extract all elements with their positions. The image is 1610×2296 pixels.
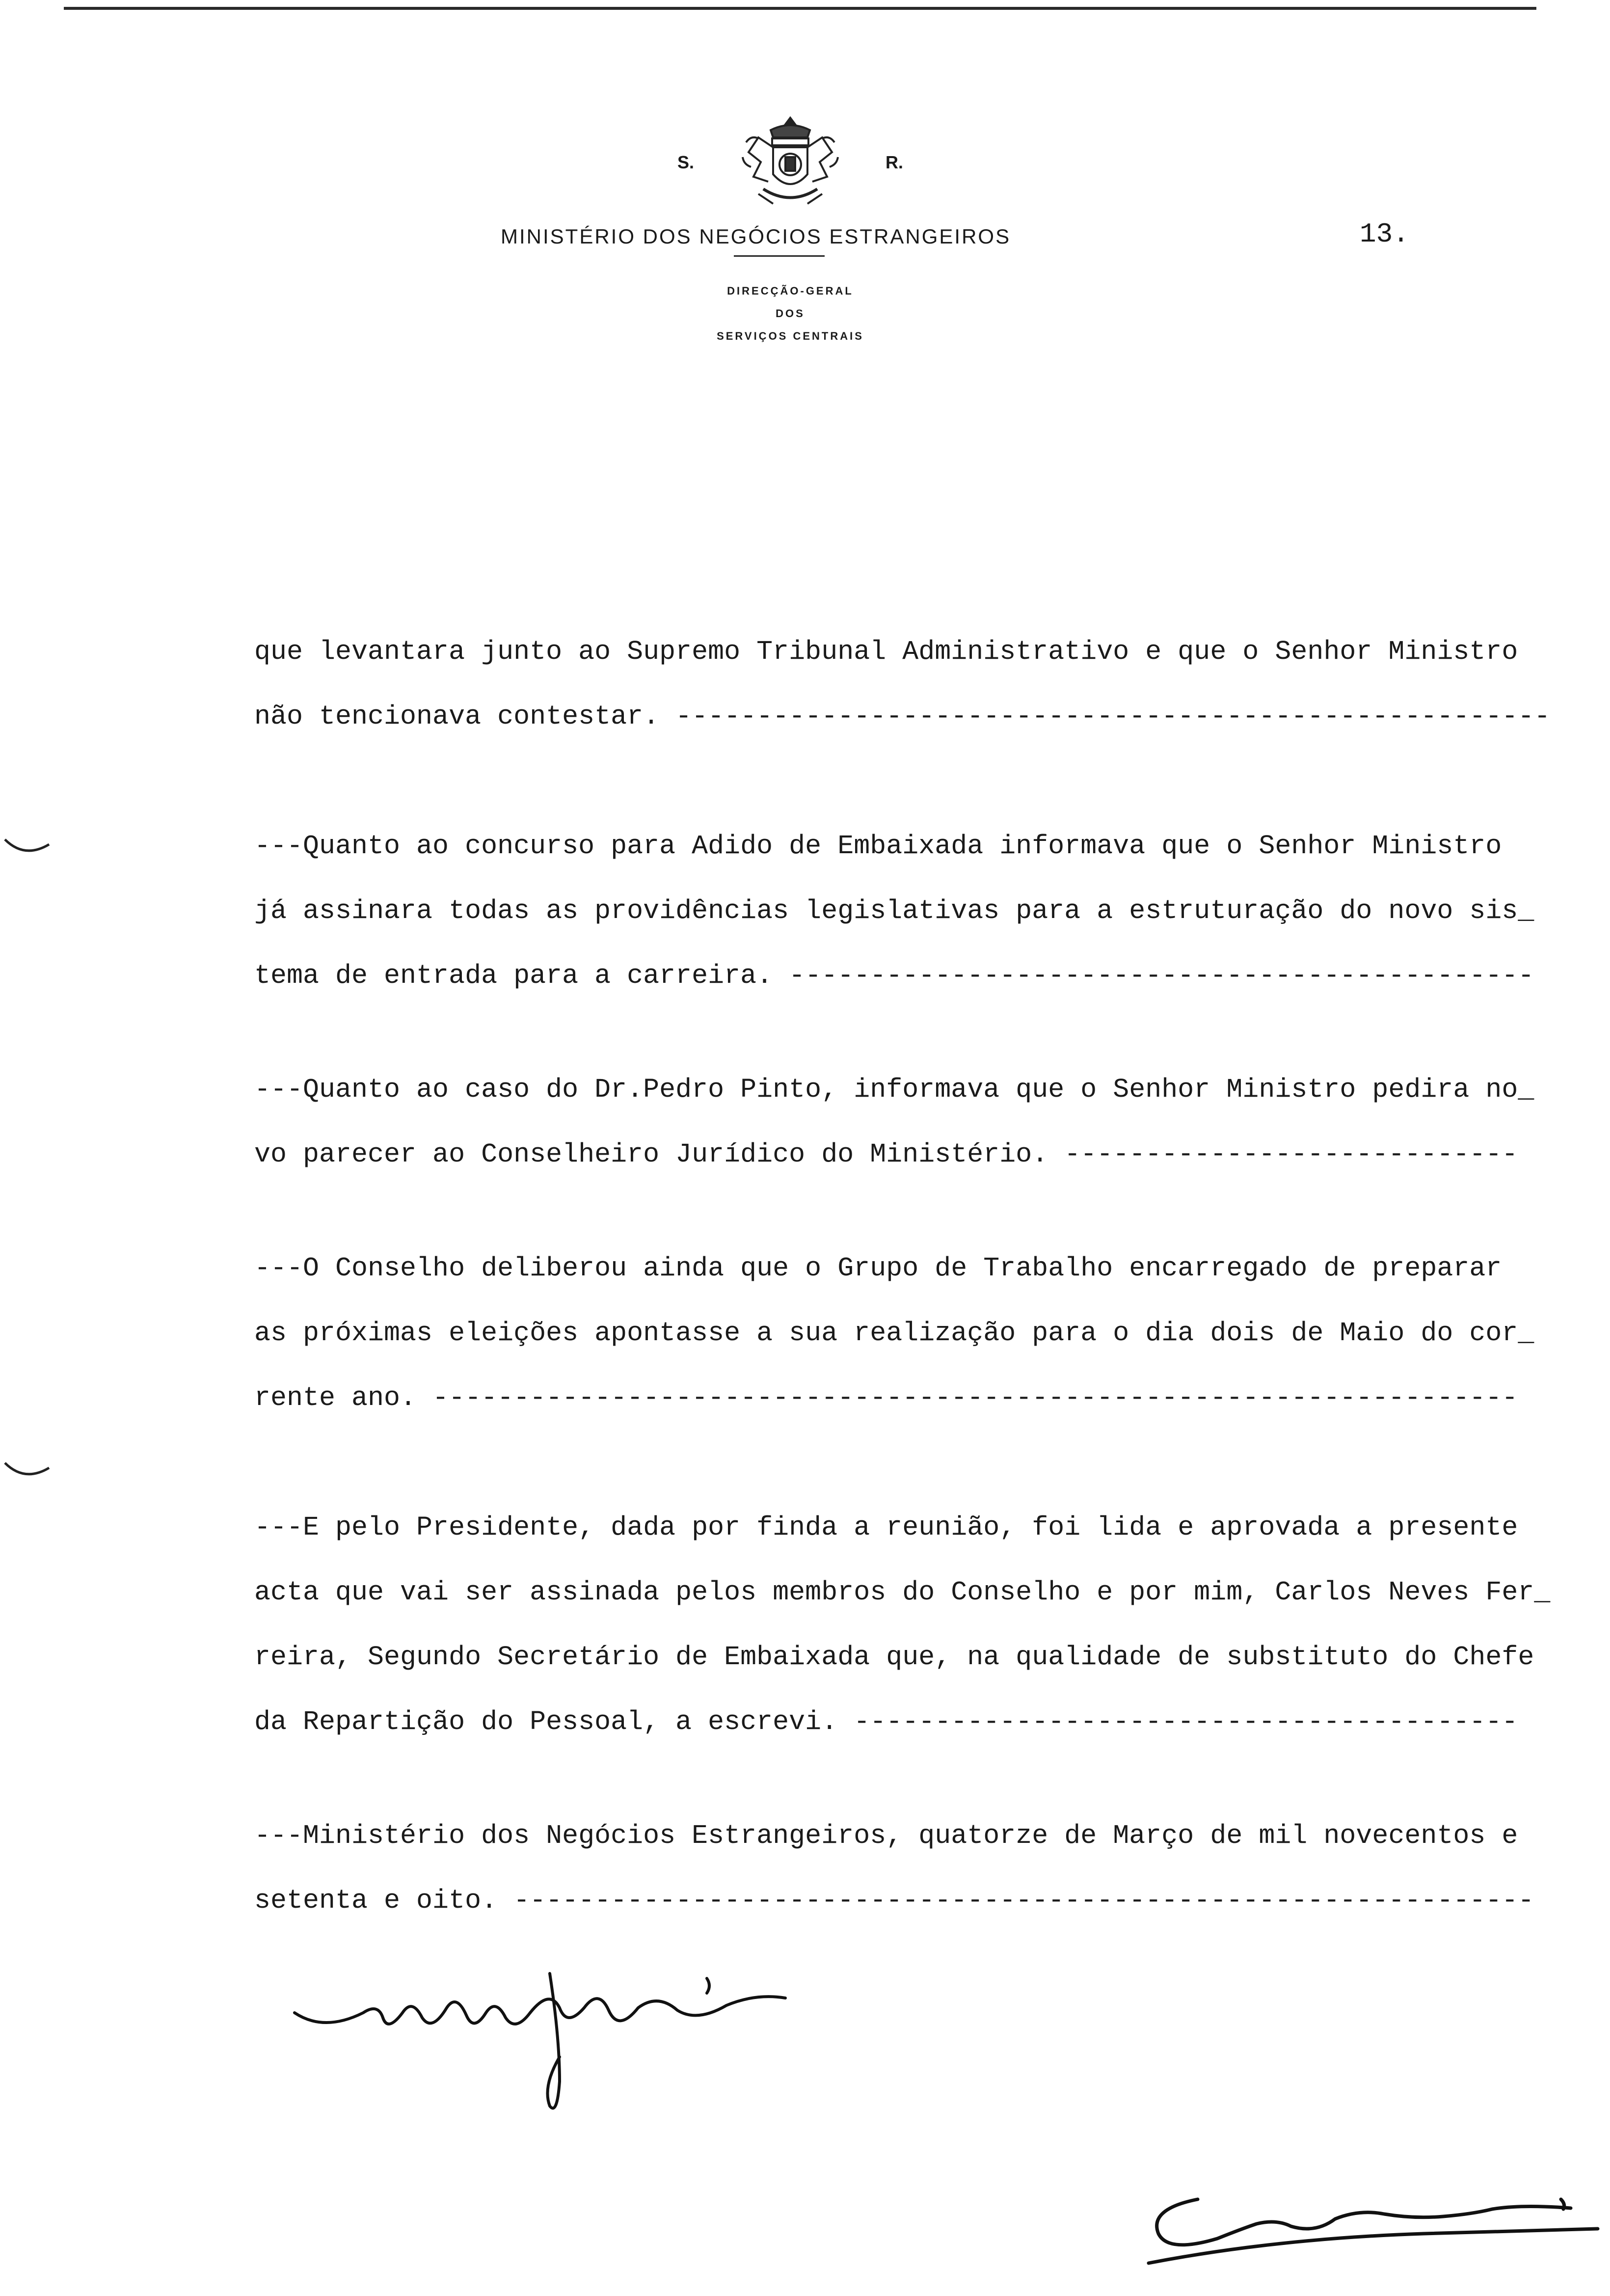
paragraph-2-line-2: já assinara todas as providências legislativas para a estruturação do novo sis_: [254, 895, 1534, 926]
paragraph-6-line-2: setenta e oito. ---------------------------------------------------------------: [254, 1885, 1534, 1916]
paragraph-4-line-3: rente ano. -------------------------------------------------------------------: [254, 1382, 1518, 1413]
subdept-line-2: DOS: [776, 307, 805, 320]
ministry-title: MINISTÉRIO DOS NEGÓCIOS ESTRANGEIROS: [501, 225, 1011, 248]
paragraph-gap: [254, 1008, 1570, 1057]
fold-mark-top: [0, 835, 54, 859]
handwritten-signature: [285, 1959, 834, 2126]
top-rule: [64, 7, 1536, 10]
paragraph-gap: [254, 1755, 1570, 1804]
paragraph-gap: [254, 1431, 1570, 1495]
paragraph-5-line-2: acta que vai ser assinada pelos membros do Conselho e por mim, Carlos Neves Fer_: [254, 1577, 1551, 1608]
subdept-line-1: DIRECÇÃO-GERAL: [727, 285, 854, 297]
paragraph-6-line-1: ---Ministério dos Negócios Estrangeiros, quatorze de Março de mil novecentos e: [254, 1820, 1518, 1851]
paragraph-4-line-1: ---O Conselho deliberou ainda que o Grupo de Trabalho encarregado de preparar: [254, 1253, 1502, 1284]
minutes-body: [254, 620, 1570, 1933]
crest-left-letter: S.: [677, 152, 695, 172]
paragraph-gap: [254, 1187, 1570, 1236]
paragraph-1-line-2: não tencionava contestar. ------------------------------------------------------: [254, 701, 1551, 732]
sub-department: [653, 280, 928, 348]
paragraph-4-line-2: as próximas eleições apontasse a sua realização para o dia dois de Maio do cor_: [254, 1318, 1534, 1349]
paragraph-2-line-1: ---Quanto ao concurso para Adido de Embaixada informava que o Senhor Ministro: [254, 831, 1502, 862]
paragraph-5-line-4: da Repartição do Pessoal, a escrevi. -----------------------------------------: [254, 1706, 1518, 1737]
crest-row: [677, 108, 903, 221]
paragraph-5-line-1: ---E pelo Presidente, dada por finda a reunião, foi lida e aprovada a presente: [254, 1512, 1518, 1543]
handwritten-initials: [1129, 2180, 1600, 2294]
paragraph-gap: [254, 749, 1570, 814]
page-number: 13.: [1360, 218, 1409, 250]
ministry-underline: [734, 255, 825, 257]
paragraph-3-line-1: ---Quanto ao caso do Dr.Pedro Pinto, informava que o Senhor Ministro pedira no_: [254, 1074, 1534, 1105]
paragraph-5-line-3: reira, Segundo Secretário de Embaixada que, na qualidade de substituto do Chefe: [254, 1642, 1534, 1673]
fold-mark-bottom: [0, 1458, 54, 1483]
paragraph-3-line-2: vo parecer ao Conselheiro Jurídico do Ministério. ----------------------------: [254, 1139, 1518, 1170]
paragraph-1-line-1: que levantara junto ao Supremo Tribunal Administrativo e que o Senhor Ministro: [254, 636, 1518, 667]
crest-right-letter: R.: [886, 152, 903, 172]
coat-of-arms-icon: [729, 108, 852, 221]
paragraph-2-line-3: tema de entrada para a carreira. ----------------------------------------------: [254, 960, 1534, 991]
subdept-line-3: SERVIÇOS CENTRAIS: [717, 330, 864, 342]
